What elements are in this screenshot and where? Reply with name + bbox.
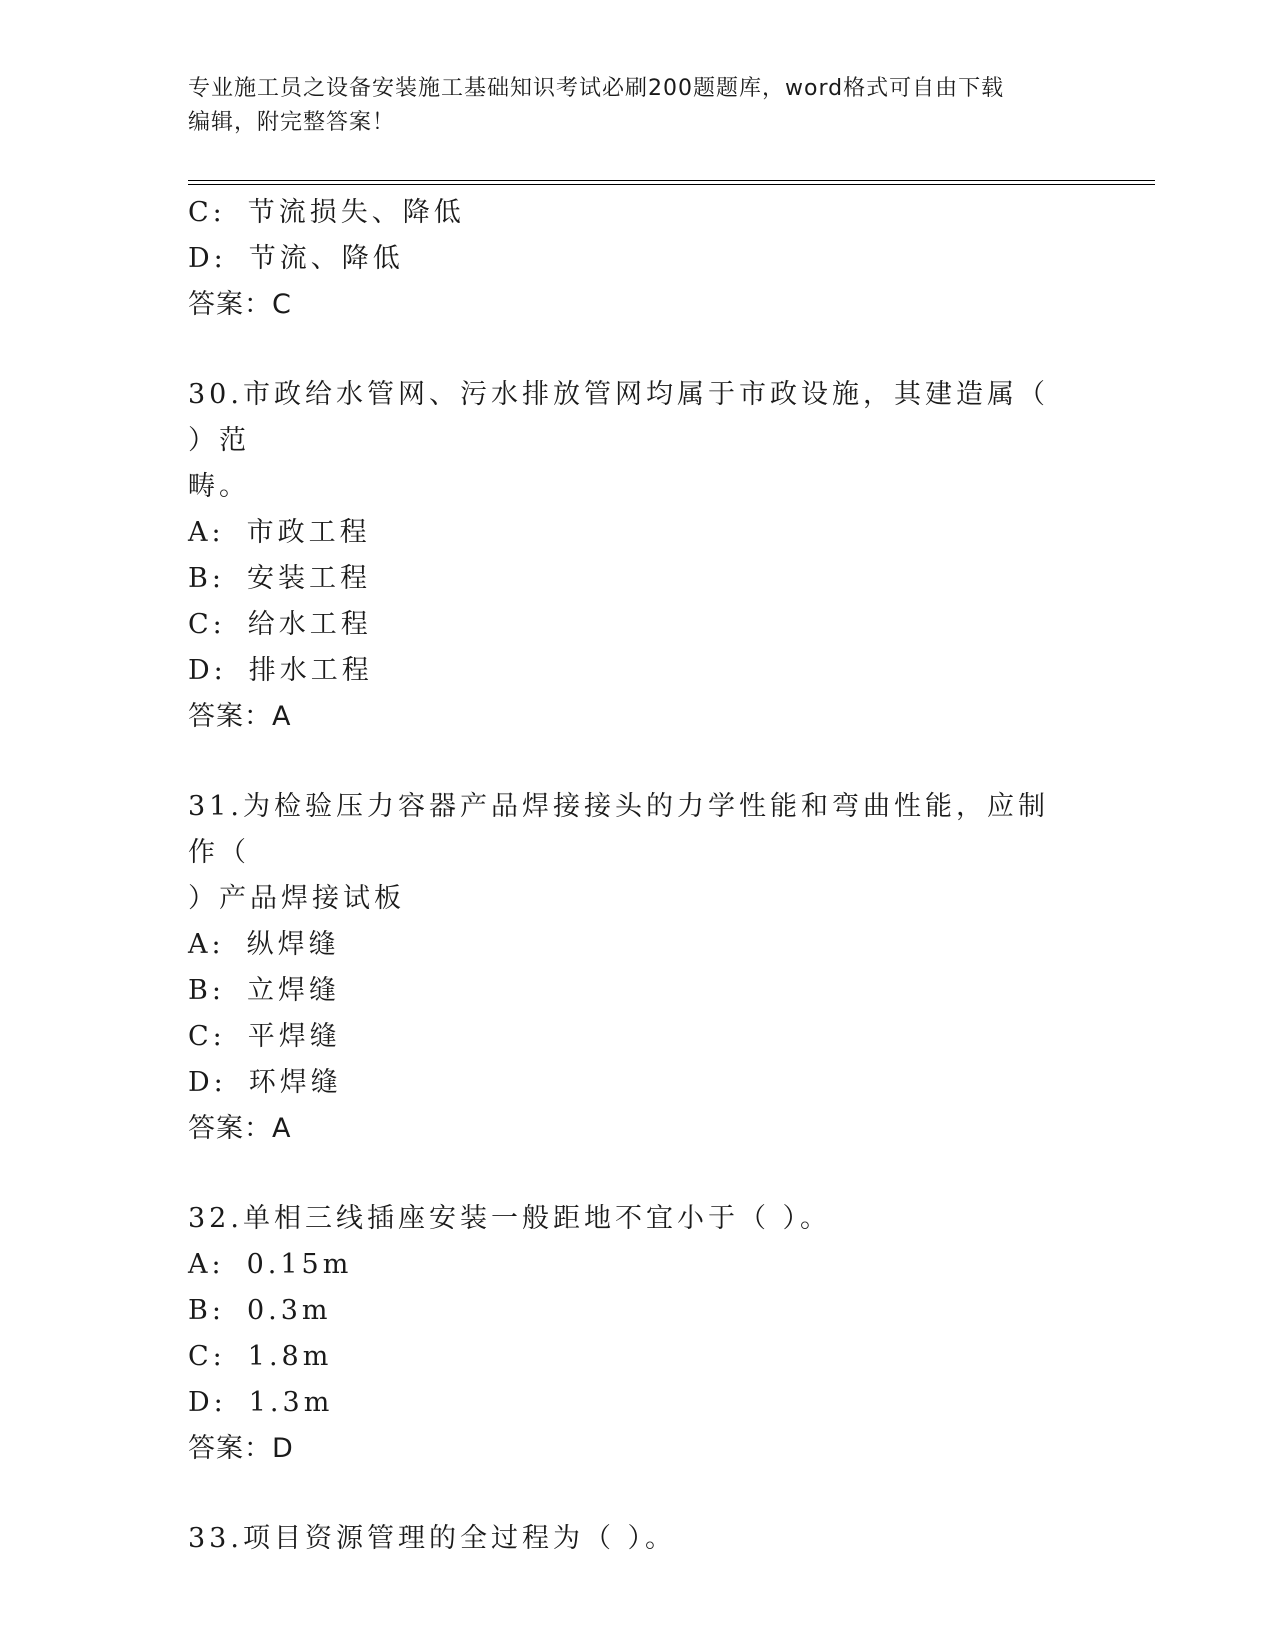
option-d	[188, 1060, 1088, 1106]
question-list	[188, 190, 1088, 1562]
question-text-line-2: 畴。	[188, 471, 250, 502]
option-letter: D:	[188, 243, 227, 274]
option-letter: B:	[188, 975, 225, 1006]
header-rule-top	[188, 180, 1155, 181]
option-text: 立焊缝	[246, 975, 340, 1006]
option-b	[188, 556, 1088, 602]
option-text: 平焊缝	[247, 1021, 341, 1052]
option-text: 0.3m	[246, 1295, 332, 1326]
prev-question	[188, 190, 1088, 328]
option-text: 节流、降低	[248, 243, 404, 274]
option-a	[188, 922, 1088, 968]
option-letter: A:	[188, 1249, 225, 1280]
question-text-line-1: 30.市政给水管网、污水排放管网均属于市政设施，其建造属（ ）范	[188, 379, 1049, 456]
question-text-line-1: 33.项目资源管理的全过程为（ ）。	[188, 1523, 677, 1554]
question-text-line-2: ）产品焊接试板	[188, 883, 405, 914]
option-letter: D:	[188, 655, 227, 686]
option-c	[188, 602, 1088, 648]
question-31	[188, 784, 1088, 1152]
option-d	[188, 648, 1088, 694]
option-text: 1.3m	[248, 1387, 334, 1418]
document-header	[188, 72, 1088, 140]
header-line-1: 专业施工员之设备安装施工基础知识考试必刷200题题库，word格式可自由下载	[188, 76, 1005, 101]
option-letter: B:	[188, 563, 225, 594]
question-32	[188, 1196, 1088, 1472]
option-text: 市政工程	[246, 517, 371, 548]
option-b	[188, 968, 1088, 1014]
option-letter: B:	[188, 1295, 225, 1326]
question-text-line-1: 31.为检验压力容器产品焊接接头的力学性能和弯曲性能，应制作（	[188, 791, 1049, 868]
header-line-2: 编辑，附完整答案！	[188, 110, 396, 135]
option-c	[188, 1334, 1088, 1380]
option-letter: A:	[188, 929, 225, 960]
option-text: 1.8m	[247, 1341, 333, 1372]
option-letter: C:	[188, 1021, 226, 1052]
option-d	[188, 236, 1088, 282]
option-text: 环焊缝	[248, 1067, 342, 1098]
option-letter: D:	[188, 1387, 227, 1418]
option-letter: D:	[188, 1067, 227, 1098]
option-text: 纵焊缝	[246, 929, 340, 960]
option-letter: C:	[188, 197, 226, 228]
option-letter: A:	[188, 517, 225, 548]
option-b	[188, 1288, 1088, 1334]
option-c	[188, 1014, 1088, 1060]
answer-line: 答案：D	[188, 1433, 294, 1464]
option-a	[188, 510, 1088, 556]
answer-line: 答案：C	[188, 289, 292, 320]
option-text: 给水工程	[247, 609, 372, 640]
question-33	[188, 1516, 1088, 1562]
question-text-line-1: 32.单相三线插座安装一般距地不宜小于（ ）。	[188, 1203, 832, 1234]
question-30	[188, 372, 1088, 740]
answer-line: 答案：A	[188, 1113, 292, 1144]
answer-line: 答案：A	[188, 701, 292, 732]
option-text: 排水工程	[248, 655, 373, 686]
option-a	[188, 1242, 1088, 1288]
option-d	[188, 1380, 1088, 1426]
option-text: 安装工程	[246, 563, 371, 594]
option-text: 0.15m	[246, 1249, 353, 1280]
option-text: 节流损失、降低	[247, 197, 465, 228]
option-letter: C:	[188, 1341, 226, 1372]
option-c	[188, 190, 1088, 236]
header-rule-bottom	[188, 184, 1155, 185]
option-letter: C:	[188, 609, 226, 640]
